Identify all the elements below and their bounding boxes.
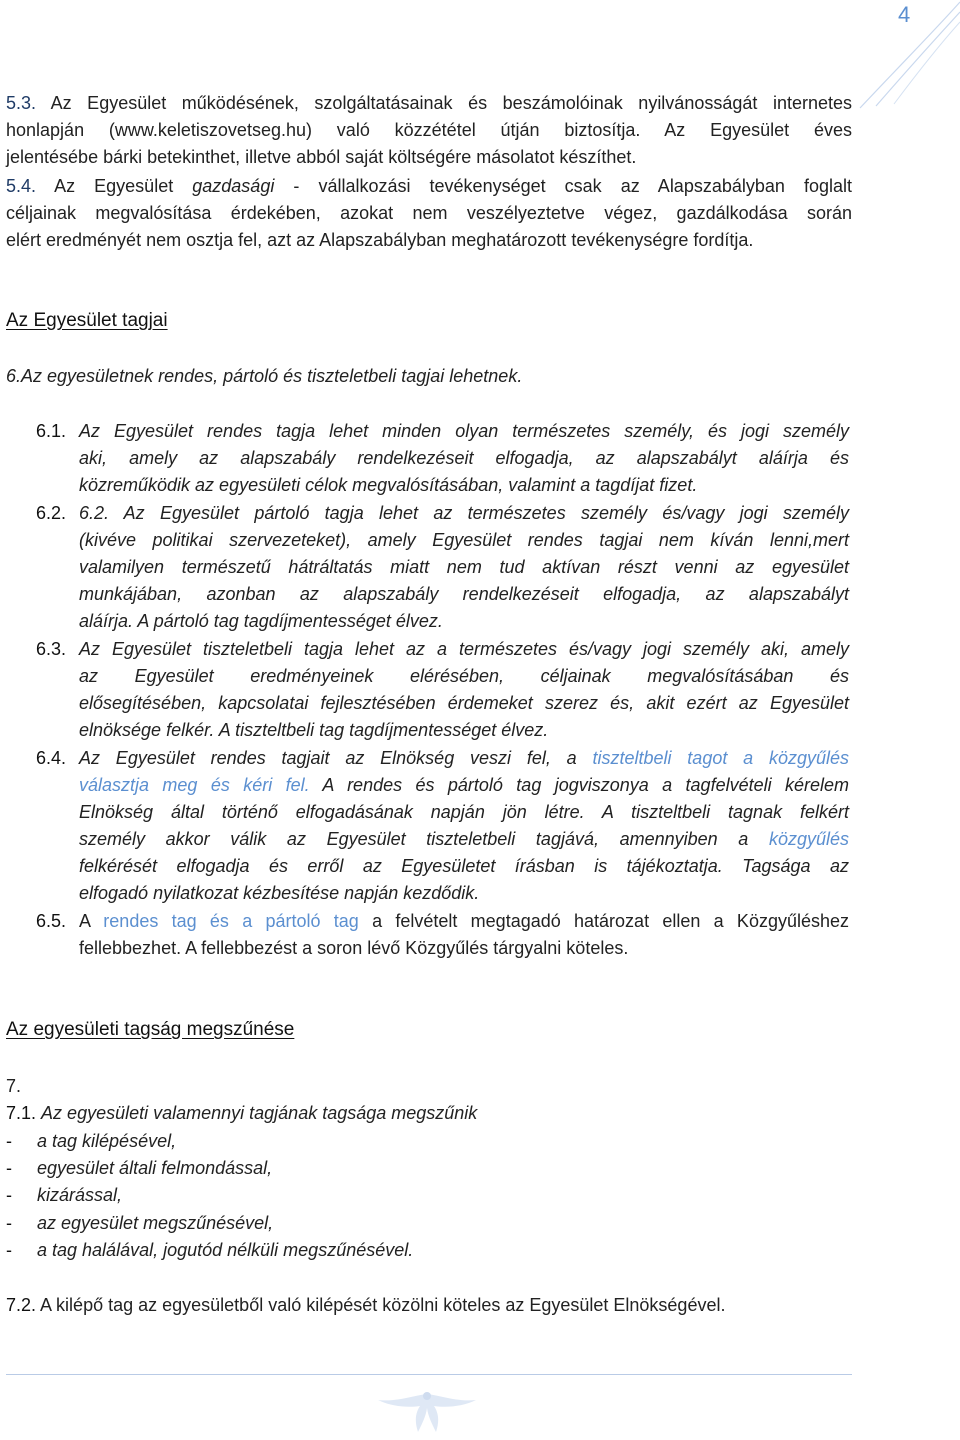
- list-item: az egyesület megszűnésével,: [37, 1213, 274, 1233]
- para-6-2-line-3: valamilyen természetű hátráltatás miatt nem tud aktívan részt venni az egyesület: [79, 557, 849, 577]
- highlight-regular-and-supporting: rendes tag és a pártoló tag: [103, 911, 359, 931]
- para-7-2: 7.2. A kilépő tag az egyesületből való kilépését közölni köteles az Egyesület Elnökségével.: [6, 1292, 725, 1319]
- para-6-1-line-2: aki, amely az alapszabály rendelkezéseit elfogadja, az alapszabályt aláírja és: [79, 448, 849, 468]
- para-6-5-line-1: A rendes tag és a pártoló tag a felvételt megtagadó határozat ellen a Közgyűléshez: [79, 911, 850, 931]
- para-5-4-line-1: 5.4. Az Egyesület gazdasági - vállalkozási tevékenységet csak az Alapszabályban foglalt: [6, 176, 852, 196]
- section-number: 7.1.: [6, 1103, 37, 1123]
- para-6-2-line-4: munkájában, azonban az alapszabály rendelkezéseit elfogadja, az alapszabályt: [79, 584, 849, 604]
- list-bullet: -: [6, 1240, 12, 1260]
- para-5-3-line-3: jelentésébe bárki betekinthet, illetve abból saját költségére másolatot készíthet.: [6, 147, 637, 167]
- para-6-3-line-3: elősegítésében, kapcsolatai fejlesztésében érdemeket szerez és, akit ezért az Egyesület: [79, 693, 849, 713]
- highlight-elects-and-invites: választja meg és kéri fel.: [79, 775, 310, 795]
- list-bullet: -: [6, 1213, 12, 1233]
- para-6-2-line-1: 6.2. Az Egyesület pártoló tagja lehet az természetes személy és/vagy jogi személy: [79, 503, 849, 523]
- para-6-3-line-4: elnöksége felkér. A tiszteltbeli tag tagdíjmentességet élvez.: [79, 720, 549, 740]
- item-number-6-4: 6.4.: [36, 748, 67, 768]
- para-6-1-line-1: Az Egyesület rendes tagja lehet minden olyan természetes személy, és jogi személy: [79, 421, 849, 441]
- para-6-3-line-2: az Egyesület eredményeinek elérésében, céljainak megvalósításában és: [79, 666, 849, 686]
- page-number: 4: [898, 2, 911, 27]
- highlight-general-assembly: közgyűlés: [768, 829, 849, 849]
- para-5-4-line-3: elért eredményét nem osztja fel, azt az Alapszabályban meghatározott tevékenységre fordítja.: [6, 230, 754, 250]
- para-6-4-line-4: személy akkor válik az Egyesület tiszteletbeli tagjává, amennyiben a közgyűlés: [79, 829, 849, 849]
- para-6-3-line-1: Az Egyesület tiszteletbeli tagja lehet az a természetes és/vagy jogi személy aki, amely: [79, 639, 849, 659]
- list-item: a tag kilépésével,: [37, 1131, 177, 1151]
- list-bullet: -: [6, 1185, 12, 1205]
- item-number-6-1: 6.1.: [36, 421, 67, 441]
- section-number: 5.4.: [6, 176, 37, 196]
- para-6-4-line-1: Az Egyesület rendes tagjait az Elnökség veszi fel, a tiszteltbeli tagot a közgyűlés: [79, 748, 850, 768]
- list-bullet: -: [6, 1131, 12, 1151]
- para-6-1-line-3: közreműködik az egyesületi célok megvalósításában, valamint a tagdíjat fizet.: [79, 475, 698, 495]
- list-item: a tag halálával, jogutód nélküli megszűnésével.: [37, 1240, 414, 1260]
- para-6-4-line-3: Elnökség által történő elfogadásának napján jön létre. A tiszteltbeli tagnak felkért: [79, 802, 849, 822]
- para-6-2-line-5: aláírja. A pártoló tag tagdíjmentességet élvez.: [79, 611, 443, 631]
- footer-rule: [6, 1374, 852, 1375]
- section-number: 5.3.: [6, 93, 37, 113]
- item-number-6-3: 6.3.: [36, 639, 67, 659]
- para-6-2-line-2: (kivéve politikai szervezeteket), amely Egyesület rendes tagjai nem kíván lenni,mert: [79, 530, 849, 550]
- para-5-4-line-2: céljainak megvalósítása érdekében, azokat nem veszélyeztetve végez, gazdálkodása során: [6, 203, 852, 223]
- para-6-4-line-6: elfogadó nyilatkozat kézbesítése napján kezdődik.: [79, 883, 480, 903]
- item-number-6-5: 6.5.: [36, 911, 67, 931]
- para-6-4-line-2: választja meg és kéri fel. A rendes és pártoló tag jogviszonya a tagfelvételi kérelem: [79, 775, 850, 795]
- item-number-6-2: 6.2.: [36, 503, 67, 523]
- para-7: 7.: [6, 1076, 22, 1096]
- para-6-4-line-5: felkérését elfogadja és erről az Egyesületet írásban is tájékoztatja. Tagsága az: [79, 856, 849, 876]
- highlight-honorary-member: tiszteltbeli tagot a közgyűlés: [592, 748, 850, 768]
- list-item: kizárással,: [37, 1185, 123, 1205]
- para-6-5-line-2: fellebbezhet. A fellebbezést a soron lévő Közgyűlés tárgyalni köteles.: [79, 938, 629, 958]
- list-item: egyesület általi felmondással,: [37, 1158, 273, 1178]
- corner-swoosh-icon: [840, 0, 960, 110]
- list-bullet: -: [6, 1158, 12, 1178]
- para-7-1: 7.1. Az egyesületi valamennyi tagjának tagsága megszűnik: [6, 1100, 477, 1127]
- section-number: 7.2.: [6, 1295, 37, 1315]
- para-6: 6.Az egyesületnek rendes, pártoló és tiszteletbeli tagjai lehetnek.: [6, 366, 523, 386]
- section-heading-members: Az Egyesület tagjai: [6, 310, 168, 331]
- bird-logo-icon: [372, 1388, 482, 1438]
- section-heading-termination: Az egyesületi tagság megszűnése: [6, 1019, 295, 1040]
- para-5-3-line-1: 5.3. Az Egyesület működésének, szolgáltatásainak és beszámolóinak nyilvánosságát internetes: [6, 93, 852, 113]
- para-5-3-line-2: honlapján (www.keletiszovetseg.hu) való közzététel útján biztosítja. Az Egyesület éves: [6, 120, 852, 140]
